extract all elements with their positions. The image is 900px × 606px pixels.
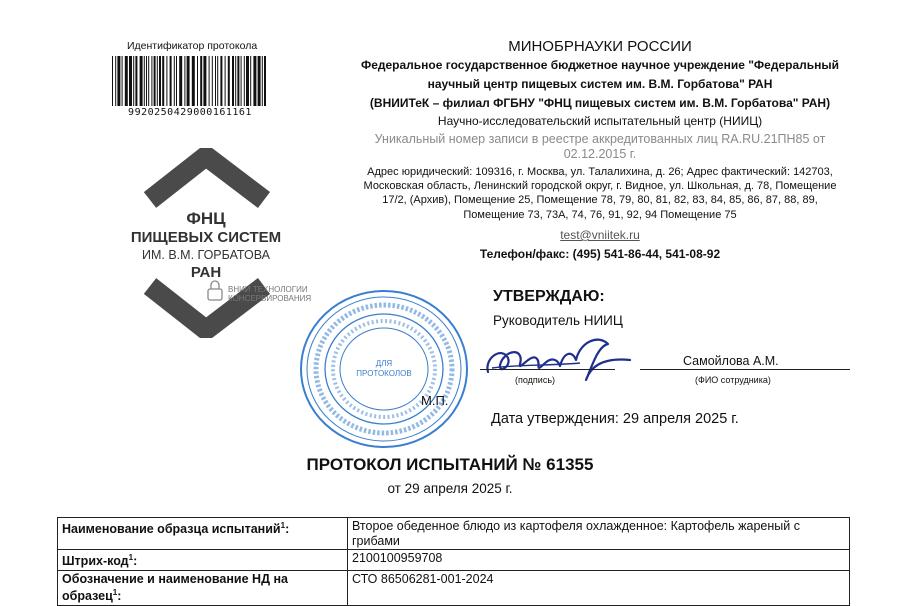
- row-value: СТО 86506281-001-2024: [348, 570, 850, 605]
- barcode-bar: [157, 56, 158, 106]
- barcode-bar: [215, 56, 216, 106]
- protocol-title: ПРОТОКОЛ ИСПЫТАНИЙ № 61355: [306, 455, 594, 474]
- row-value: Второе обеденное блюдо из картофеля охлажденное: Картофель жареный с грибами: [348, 518, 850, 550]
- seal-place-label: М.П.: [421, 393, 449, 408]
- barcode-bar: [166, 56, 167, 106]
- barcode-bar: [237, 56, 239, 106]
- barcode-bar: [200, 56, 202, 106]
- sample-info-table: [57, 517, 850, 606]
- barcode-bar: [246, 56, 249, 106]
- address-line3: 17/2, (Архив), Помещение 25, Помещение 78, 79, 80, 81, 82, 83, 84, 85, 86, 87, 88, 89,: [382, 194, 818, 207]
- barcode-bar: [253, 56, 256, 106]
- org-name-line2: научный центр пищевых систем им. В.М. Горбатова" РАН: [427, 77, 773, 91]
- barcode-bar: [154, 56, 156, 106]
- signature-line: [480, 369, 615, 370]
- barcode-bar: [140, 56, 143, 106]
- row-label: Наименование образца испытаний$^1$:: [58, 518, 348, 550]
- row-label: Обозначение и наименование НД на образец$^1$:: [58, 570, 348, 605]
- barcode-bar: [159, 56, 161, 106]
- address-line4: Помещение 73, 73А, 74, 76, 91, 92, 94 Помещение 75: [463, 208, 737, 221]
- org-name-line4: Научно-исследовательский испытательный центр (НИИЦ): [437, 114, 763, 128]
- barcode-bar: [203, 56, 206, 106]
- org-name-line1: Федеральное государственное бюджетное научное учреждение "Федеральный: [360, 58, 840, 72]
- address-line1: Адрес юридический: 109316, г. Москва, ул. Талалихина, д. 26; Адрес фактический: 142703,: [367, 166, 833, 178]
- barcode-bar: [232, 56, 234, 106]
- email-link[interactable]: test@vniitek.ru: [560, 228, 640, 242]
- logo-line3: ИМ. В.М. ГОРБАТОВА: [142, 248, 270, 262]
- address-line2: Московская область, Ленинский городской округ, г. Видное, ул. Школьная, д. 78, Помещение: [363, 180, 837, 193]
- name-line: [640, 369, 850, 370]
- barcode-bar: [146, 56, 147, 106]
- registry-line1: Уникальный номер записи в реестре аккредитованных лиц RA.RU.21ПН85 от: [374, 132, 826, 146]
- barcode-bar: [151, 56, 152, 106]
- barcode-bar: [197, 56, 198, 106]
- logo-sub1: ВНИИ ТЕХНОЛОГИИ: [228, 285, 308, 294]
- barcode-bar: [217, 56, 218, 106]
- barcode-bar: [228, 56, 230, 106]
- barcode-bar: [162, 56, 164, 106]
- barcode-bar: [122, 56, 123, 106]
- barcode-bar: [179, 56, 182, 106]
- logo-sub2: КОНСЕРВИРОВАНИЯ: [228, 294, 312, 303]
- official-stamp: [298, 288, 470, 450]
- fio-caption: (ФИО сотрудника): [695, 375, 771, 385]
- barcode-bar: [220, 56, 222, 106]
- barcode-bar: [117, 56, 120, 106]
- row-value: 2100100959708: [348, 550, 850, 571]
- barcode-bar: [129, 56, 132, 106]
- org-name-line3: (ВНИИТеК – филиал ФГБНУ "ФНЦ пищевых систем им. В.М. Горбатова" РАН): [369, 96, 831, 110]
- logo-line4: РАН: [190, 264, 222, 281]
- barcode-bar: [241, 56, 242, 106]
- approval-role: Руководитель НИИЦ: [493, 313, 623, 328]
- barcode-bar: [112, 56, 113, 106]
- barcode-bar: [148, 56, 149, 106]
- table-row: [58, 518, 850, 550]
- barcode-bar: [264, 56, 266, 106]
- barcode-bar: [184, 56, 185, 106]
- barcode-bar: [135, 56, 137, 106]
- address-block: [330, 165, 870, 222]
- handwritten-signature: [480, 330, 640, 390]
- barcode-bar: [262, 56, 263, 106]
- barcode-bar: [125, 56, 128, 106]
- barcode-image: [110, 56, 270, 106]
- stamp-center-line2: ПРОТОКОЛОВ: [356, 369, 412, 378]
- lock-icon: [208, 281, 222, 300]
- barcode-bar: [144, 56, 145, 106]
- signer-name: Самойлова А.М.: [683, 354, 779, 368]
- barcode-bar: [176, 56, 177, 106]
- ministry-name: МИНОБРНАУКИ РОССИИ: [508, 38, 692, 55]
- barcode-bar: [115, 56, 116, 106]
- barcode-bar: [209, 56, 210, 106]
- stamp-center-line1: ДЛЯ: [375, 359, 393, 368]
- approval-date: Дата утверждения: 29 апреля 2025 г.: [491, 411, 739, 427]
- barcode-bar: [244, 56, 245, 106]
- barcode-bar: [258, 56, 261, 106]
- phone-fax: Телефон/факс: (495) 541-86-44, 541-08-92: [479, 247, 721, 261]
- barcode-bar: [174, 56, 175, 106]
- barcode-bar: [212, 56, 213, 106]
- row-label: Штрих-код$^1$:: [58, 550, 348, 571]
- barcode-bar: [170, 56, 172, 106]
- registry-line2: 02.12.2015 г.: [563, 147, 637, 161]
- barcode-bar: [235, 56, 236, 106]
- logo-line2: ПИЩЕВЫХ СИСТЕМ: [130, 229, 282, 246]
- barcode-bar: [250, 56, 251, 106]
- barcode-bar: [225, 56, 226, 106]
- table-row: [58, 550, 850, 571]
- barcode-label: Идентификатор протокола: [127, 40, 258, 52]
- barcode-bar: [192, 56, 195, 106]
- barcode-bar: [133, 56, 134, 106]
- barcode-bar: [187, 56, 190, 106]
- registry-number: [330, 132, 870, 162]
- protocol-date: от 29 апреля 2025 г.: [387, 481, 513, 496]
- table-row: [58, 570, 850, 605]
- logo-line1: ФНЦ: [186, 209, 226, 228]
- signature-caption: (подпись): [515, 375, 556, 385]
- approval-title: УТВЕРЖДАЮ:: [493, 288, 605, 305]
- barcode-digits: 9920250429000161161: [128, 107, 252, 118]
